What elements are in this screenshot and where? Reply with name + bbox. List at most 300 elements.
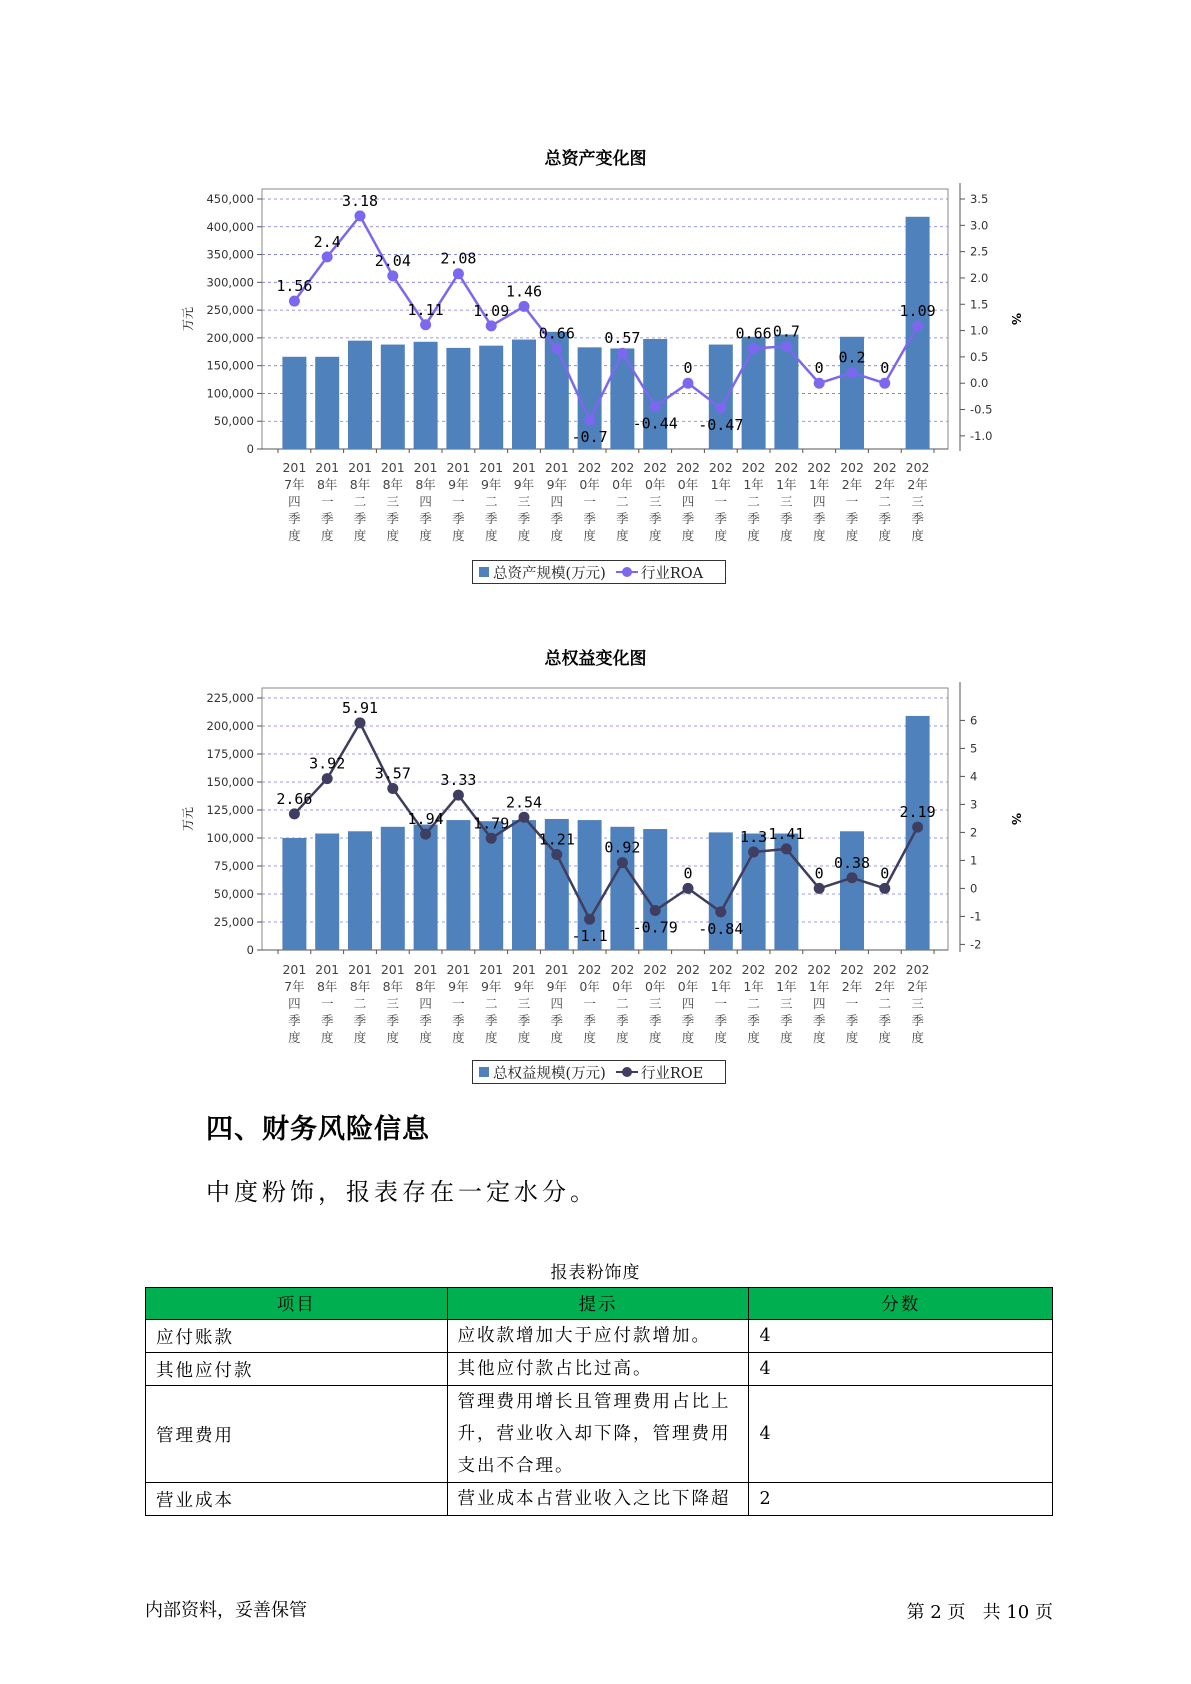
left-axis-tick-label: 50,000 (213, 414, 254, 429)
cell-hint: 应收款增加大于应付款增加。 (447, 1320, 749, 1353)
x-tick-label: 度 (320, 528, 334, 543)
x-tick-label: 一 (452, 494, 465, 509)
data-label: -0.7 (571, 428, 608, 447)
x-tick-label: 季 (452, 511, 465, 526)
data-label: -1.1 (571, 927, 608, 946)
bar (446, 820, 470, 950)
x-tick-label: 二 (747, 494, 760, 509)
left-axis-tick-label: 25,000 (213, 915, 254, 929)
x-tick-label: 季 (780, 1013, 793, 1028)
x-tick-label: 一 (714, 996, 728, 1011)
x-tick-label: 9年 (448, 477, 469, 492)
line-point (289, 808, 300, 819)
x-tick-label: 201 (380, 460, 405, 475)
data-label: -0.44 (632, 414, 678, 433)
x-tick-label: 季 (517, 1013, 531, 1028)
x-tick-label: 季 (714, 511, 728, 526)
x-tick-label: 度 (386, 528, 400, 543)
x-tick-label: 季 (550, 1013, 564, 1028)
section-heading: 四、财务风险信息 (206, 1114, 430, 1145)
x-tick-label: 202 (872, 460, 897, 475)
right-axis-tick-label: 3.0 (970, 218, 989, 233)
x-tick-label: 度 (288, 1030, 301, 1045)
x-tick-label: 度 (714, 1030, 728, 1045)
x-tick-label: 季 (517, 511, 531, 526)
x-tick-label: 202 (872, 962, 897, 977)
x-tick-label: 季 (747, 511, 760, 526)
x-tick-label: 二 (484, 494, 498, 509)
x-tick-label: 季 (911, 511, 924, 526)
x-tick-label: 2年 (907, 477, 928, 492)
x-tick-label: 度 (320, 1030, 334, 1045)
x-tick-label: 202 (708, 962, 733, 977)
x-tick-label: 201 (282, 460, 307, 475)
legend-line-label: 行业ROE (640, 1065, 704, 1082)
x-tick-label: 0年 (579, 477, 600, 492)
footer-page-number: 第 2 页 共 10 页 (906, 1602, 1053, 1623)
x-tick-label: 度 (878, 1030, 892, 1045)
x-tick-label: 1年 (808, 979, 830, 994)
right-axis-tick-label: 1 (970, 853, 978, 868)
left-axis-tick-label: 300,000 (206, 275, 254, 290)
legend-line-label: 行业ROA (640, 565, 704, 582)
left-axis-tick-label: 0 (246, 943, 254, 957)
cell-hint: 其他应付款占比过高。 (447, 1353, 749, 1386)
data-label: 1.09 (899, 301, 936, 320)
x-tick-label: 季 (747, 1013, 760, 1028)
x-tick-label: 201 (348, 962, 372, 977)
x-tick-label: 季 (484, 1013, 498, 1028)
x-tick-label: 2年 (841, 477, 863, 492)
x-tick-label: 一 (320, 494, 334, 509)
x-tick-label: 度 (714, 528, 728, 543)
x-tick-label: 202 (708, 460, 733, 475)
bar (348, 831, 372, 950)
x-tick-label: 202 (774, 962, 799, 977)
x-tick-label: 一 (320, 996, 334, 1011)
line-point (683, 883, 694, 894)
x-tick-label: 二 (616, 494, 629, 509)
data-label: 0 (880, 864, 890, 883)
data-label: 0.38 (833, 853, 871, 872)
left-axis-tick-label: 50,000 (213, 887, 254, 901)
left-axis-tick-label: 150,000 (206, 775, 254, 789)
x-tick-label: 8年 (349, 979, 371, 994)
x-tick-label: 9年 (513, 477, 535, 492)
x-tick-label: 季 (878, 511, 892, 526)
right-axis-tick-label: -1 (970, 909, 982, 924)
x-tick-label: 三 (911, 494, 924, 509)
x-tick-label: 一 (452, 996, 465, 1011)
x-tick-label: 度 (812, 1030, 826, 1045)
x-tick-label: 度 (648, 1030, 662, 1045)
data-label: 1.46 (505, 282, 543, 301)
x-tick-label: 8年 (382, 979, 404, 994)
x-tick-label: 二 (747, 996, 760, 1011)
x-tick-label: 季 (878, 1013, 892, 1028)
x-tick-label: 1年 (710, 979, 732, 994)
x-tick-label: 201 (479, 460, 504, 475)
left-axis-tick-label: 250,000 (206, 303, 254, 318)
right-axis-tick-label: 3 (970, 797, 978, 812)
x-tick-label: 2年 (841, 979, 863, 994)
data-label: 3.57 (374, 764, 411, 783)
x-tick-label: 季 (419, 1013, 432, 1028)
left-axis-tick-label: 200,000 (206, 719, 254, 733)
x-tick-label: 季 (681, 1013, 695, 1028)
x-tick-label: 季 (681, 511, 695, 526)
x-tick-label: 9年 (480, 477, 502, 492)
left-axis-tick-label: 225,000 (206, 691, 254, 705)
right-axis-tick-label: 2.0 (970, 270, 989, 285)
line-point (781, 843, 792, 854)
x-tick-label: 2年 (874, 979, 896, 994)
cell-hint: 营业成本占营业收入之比下降超 (447, 1483, 749, 1516)
x-tick-label: 季 (845, 511, 859, 526)
left-axis-label: 万元 (181, 306, 195, 332)
line-point (814, 883, 825, 894)
right-axis-tick-label: 6 (970, 713, 978, 728)
line-point (715, 906, 726, 917)
x-tick-label: 季 (616, 1013, 629, 1028)
line-point (748, 847, 759, 858)
x-tick-label: 一 (583, 996, 596, 1011)
x-tick-label: 9年 (480, 979, 502, 994)
x-tick-label: 202 (774, 460, 799, 475)
x-tick-label: 度 (452, 1030, 465, 1045)
x-tick-label: 8年 (349, 477, 371, 492)
table-row (146, 1320, 1053, 1353)
x-tick-label: 度 (812, 528, 826, 543)
bar (282, 838, 306, 950)
x-tick-label: 季 (320, 1013, 334, 1028)
x-tick-label: 度 (681, 1030, 695, 1045)
x-tick-label: 0年 (677, 979, 699, 994)
left-axis-tick-label: 125,000 (206, 803, 254, 817)
x-tick-label: 季 (550, 511, 564, 526)
data-label: -0.84 (698, 919, 744, 938)
x-tick-label: 二 (616, 996, 629, 1011)
table-row (146, 1483, 1053, 1516)
line-point (879, 883, 890, 894)
x-tick-label: 四 (550, 494, 564, 509)
x-tick-label: 202 (676, 962, 700, 977)
data-label: 1.94 (407, 810, 444, 829)
x-tick-label: 度 (616, 1030, 629, 1045)
x-tick-label: 9年 (546, 477, 568, 492)
x-tick-label: 0年 (677, 477, 699, 492)
x-tick-label: 度 (747, 1030, 760, 1045)
data-label: 0.7 (772, 322, 800, 341)
data-label: 0.92 (604, 838, 641, 857)
line-point (650, 905, 661, 916)
data-label: 1.79 (473, 814, 510, 833)
x-tick-label: 度 (681, 528, 695, 543)
x-tick-label: 201 (348, 460, 372, 475)
x-tick-label: 三 (386, 996, 400, 1011)
x-tick-label: 201 (446, 962, 471, 977)
x-tick-label: 季 (812, 511, 826, 526)
x-tick-label: 度 (845, 528, 859, 543)
x-tick-label: 季 (780, 511, 793, 526)
x-tick-label: 1年 (743, 979, 764, 994)
x-tick-label: 四 (288, 494, 301, 509)
x-tick-label: 度 (648, 528, 662, 543)
right-axis-label: % (1009, 812, 1023, 826)
x-tick-label: 季 (714, 1013, 728, 1028)
x-tick-label: 8年 (316, 979, 338, 994)
x-tick-label: 202 (577, 460, 602, 475)
x-tick-label: 度 (353, 1030, 367, 1045)
left-axis-tick-label: 100,000 (206, 386, 254, 401)
x-tick-label: 四 (812, 494, 826, 509)
x-tick-label: 四 (419, 996, 432, 1011)
x-tick-label: 202 (741, 962, 766, 977)
right-axis-tick-label: 4 (970, 769, 978, 784)
x-tick-label: 四 (288, 996, 301, 1011)
data-label: 0.66 (735, 324, 772, 343)
cell-item: 其他应付款 (146, 1353, 448, 1386)
right-axis-tick-label: 0.5 (970, 349, 989, 364)
bar (381, 827, 405, 950)
x-tick-label: 季 (386, 511, 400, 526)
x-tick-label: 202 (840, 460, 864, 475)
x-tick-label: 季 (452, 1013, 465, 1028)
x-tick-label: 度 (419, 528, 432, 543)
column-header-item: 项目 (146, 1288, 448, 1320)
x-tick-label: 202 (905, 460, 930, 475)
x-tick-label: 度 (484, 528, 498, 543)
cell-item: 营业成本 (146, 1483, 448, 1516)
x-tick-label: 度 (911, 528, 924, 543)
x-tick-label: 度 (780, 1030, 793, 1045)
x-tick-label: 201 (544, 460, 569, 475)
x-tick-label: 三 (517, 494, 531, 509)
x-tick-label: 度 (747, 528, 760, 543)
x-tick-label: 202 (610, 962, 635, 977)
left-axis-tick-label: 0 (246, 442, 254, 456)
x-tick-label: 二 (353, 494, 367, 509)
risk-table (145, 1287, 1053, 1516)
x-tick-label: 度 (288, 528, 301, 543)
x-tick-label: 季 (583, 511, 596, 526)
bar (512, 820, 536, 950)
bar (840, 831, 864, 950)
line-point (847, 872, 858, 883)
right-axis-tick-label: 2 (970, 825, 978, 840)
x-tick-label: 度 (550, 1030, 564, 1045)
x-tick-label: 三 (911, 996, 924, 1011)
x-tick-label: 1年 (776, 477, 797, 492)
x-tick-label: 三 (386, 494, 400, 509)
x-tick-label: 201 (413, 460, 438, 475)
right-axis-tick-label: 1.5 (970, 297, 989, 312)
right-axis-tick-label: -0.5 (970, 402, 993, 417)
x-tick-label: 季 (583, 1013, 596, 1028)
data-label: 0 (683, 864, 693, 883)
right-axis-tick-label: -1.0 (970, 428, 993, 443)
table-row (146, 1353, 1053, 1386)
data-label: 2.08 (440, 249, 477, 268)
x-tick-label: 一 (845, 996, 859, 1011)
x-tick-label: 0年 (612, 979, 633, 994)
left-axis-label: 万元 (181, 806, 195, 832)
data-label: 2.4 (313, 232, 341, 251)
x-tick-label: 季 (648, 1013, 662, 1028)
left-axis-tick-label: 450,000 (206, 192, 254, 206)
x-tick-label: 8年 (316, 477, 338, 492)
data-label: 0.66 (538, 324, 575, 343)
chart-title-total-assets: 总资产变化图 (544, 149, 647, 169)
left-axis-tick-label: 350,000 (206, 247, 254, 262)
x-tick-label: 度 (616, 528, 629, 543)
line-point (617, 857, 628, 868)
cell-score: 4 (749, 1353, 1053, 1386)
x-tick-label: 季 (320, 511, 334, 526)
x-tick-label: 四 (681, 996, 695, 1011)
data-label: 1.56 (276, 277, 313, 296)
x-tick-label: 度 (353, 528, 367, 543)
right-axis-tick-label: -2 (970, 937, 982, 952)
x-tick-label: 四 (550, 996, 564, 1011)
line-point (486, 833, 497, 844)
x-tick-label: 7年 (284, 477, 305, 492)
x-tick-label: 202 (577, 962, 602, 977)
x-tick-label: 四 (812, 996, 826, 1011)
x-tick-label: 9年 (546, 979, 568, 994)
left-axis-tick-label: 400,000 (206, 219, 254, 234)
x-tick-label: 0年 (644, 979, 666, 994)
line-point (912, 822, 923, 833)
data-label: 0.2 (838, 348, 866, 367)
bar (414, 825, 438, 950)
x-tick-label: 度 (845, 1030, 859, 1045)
x-tick-label: 度 (517, 528, 531, 543)
x-tick-label: 1年 (743, 477, 764, 492)
column-header-score: 分数 (749, 1288, 1053, 1320)
bar (906, 716, 930, 950)
x-tick-label: 201 (315, 962, 340, 977)
data-label: 0 (683, 359, 693, 378)
left-axis-tick-label: 200,000 (206, 330, 254, 345)
data-label: 1.11 (407, 300, 444, 319)
x-tick-label: 201 (512, 460, 536, 475)
data-label: 2.66 (276, 789, 313, 808)
x-tick-label: 季 (353, 1013, 367, 1028)
table-caption: 报表粉饰度 (550, 1263, 641, 1283)
x-tick-label: 二 (878, 996, 892, 1011)
x-tick-label: 8年 (415, 477, 436, 492)
data-label: 0 (814, 864, 824, 883)
x-tick-label: 度 (911, 1030, 924, 1045)
x-tick-label: 1年 (776, 979, 797, 994)
right-axis-tick-label: 3.5 (970, 192, 989, 206)
line-point (551, 849, 562, 860)
x-tick-label: 0年 (644, 477, 666, 492)
x-tick-label: 201 (446, 460, 471, 475)
line-point (584, 914, 595, 925)
x-tick-label: 201 (544, 962, 569, 977)
x-tick-label: 季 (288, 511, 301, 526)
x-tick-label: 度 (452, 528, 465, 543)
left-axis-tick-label: 150,000 (206, 358, 254, 373)
right-axis-tick-label: 2.5 (970, 244, 989, 259)
line-point (420, 829, 431, 840)
x-tick-label: 202 (643, 962, 668, 977)
right-axis-label: % (1009, 312, 1023, 326)
table-header-row (146, 1288, 1053, 1320)
x-tick-label: 一 (845, 494, 859, 509)
data-label: 2.04 (374, 251, 411, 270)
data-label: 2.54 (505, 793, 543, 812)
x-tick-label: 一 (714, 494, 728, 509)
x-tick-label: 度 (419, 1030, 432, 1045)
data-label: 3.33 (440, 771, 477, 790)
x-tick-label: 202 (643, 460, 668, 475)
line-point (355, 717, 366, 728)
x-tick-label: 0年 (612, 477, 633, 492)
x-tick-label: 一 (583, 494, 596, 509)
data-label: -0.47 (698, 415, 744, 434)
x-tick-label: 202 (610, 460, 635, 475)
x-tick-label: 201 (282, 962, 307, 977)
line-point (519, 812, 530, 823)
data-label: -0.79 (632, 918, 678, 937)
x-tick-label: 8年 (382, 477, 404, 492)
left-axis-tick-label: 175,000 (206, 747, 254, 761)
x-tick-label: 202 (807, 962, 832, 977)
x-tick-label: 8年 (415, 979, 436, 994)
x-tick-label: 9年 (448, 979, 469, 994)
data-label: 1.41 (768, 824, 805, 843)
x-tick-label: 季 (616, 511, 629, 526)
data-label: 2.19 (899, 803, 936, 822)
x-tick-label: 度 (780, 528, 793, 543)
x-tick-label: 四 (681, 494, 695, 509)
x-tick-label: 9年 (513, 979, 535, 994)
x-tick-label: 季 (353, 511, 367, 526)
cell-score: 2 (749, 1483, 1053, 1516)
x-tick-label: 度 (517, 1030, 531, 1045)
data-label: 1.21 (538, 830, 575, 849)
x-tick-label: 季 (845, 1013, 859, 1028)
x-tick-label: 度 (583, 1030, 596, 1045)
footer-confidential-note: 内部资料，妥善保管 (145, 1600, 307, 1621)
x-tick-label: 三 (648, 996, 662, 1011)
x-tick-label: 7年 (284, 979, 305, 994)
data-label: 0 (880, 359, 890, 378)
column-header-hint: 提示 (447, 1288, 749, 1320)
right-axis-tick-label: 5 (970, 741, 978, 756)
x-tick-label: 季 (648, 511, 662, 526)
x-tick-label: 季 (288, 1013, 301, 1028)
x-tick-label: 201 (315, 460, 340, 475)
x-tick-label: 201 (479, 962, 504, 977)
x-tick-label: 201 (413, 962, 438, 977)
right-axis-tick-label: 1.0 (970, 323, 989, 338)
legend-line-swatch (616, 1067, 638, 1077)
section-paragraph: 中度粉饰，报表存在一定水分。 (206, 1178, 598, 1206)
legend-bar-label: 总权益规模(万元) (493, 1065, 606, 1082)
chart-title-total-equity: 总权益变化图 (544, 649, 647, 669)
x-tick-label: 季 (911, 1013, 924, 1028)
legend-bar-label: 总资产规模(万元) (493, 565, 606, 582)
cell-item: 应付账款 (146, 1320, 448, 1353)
x-tick-label: 季 (386, 1013, 400, 1028)
x-tick-label: 度 (583, 528, 596, 543)
x-tick-label: 三 (517, 996, 531, 1011)
x-tick-label: 202 (905, 962, 930, 977)
